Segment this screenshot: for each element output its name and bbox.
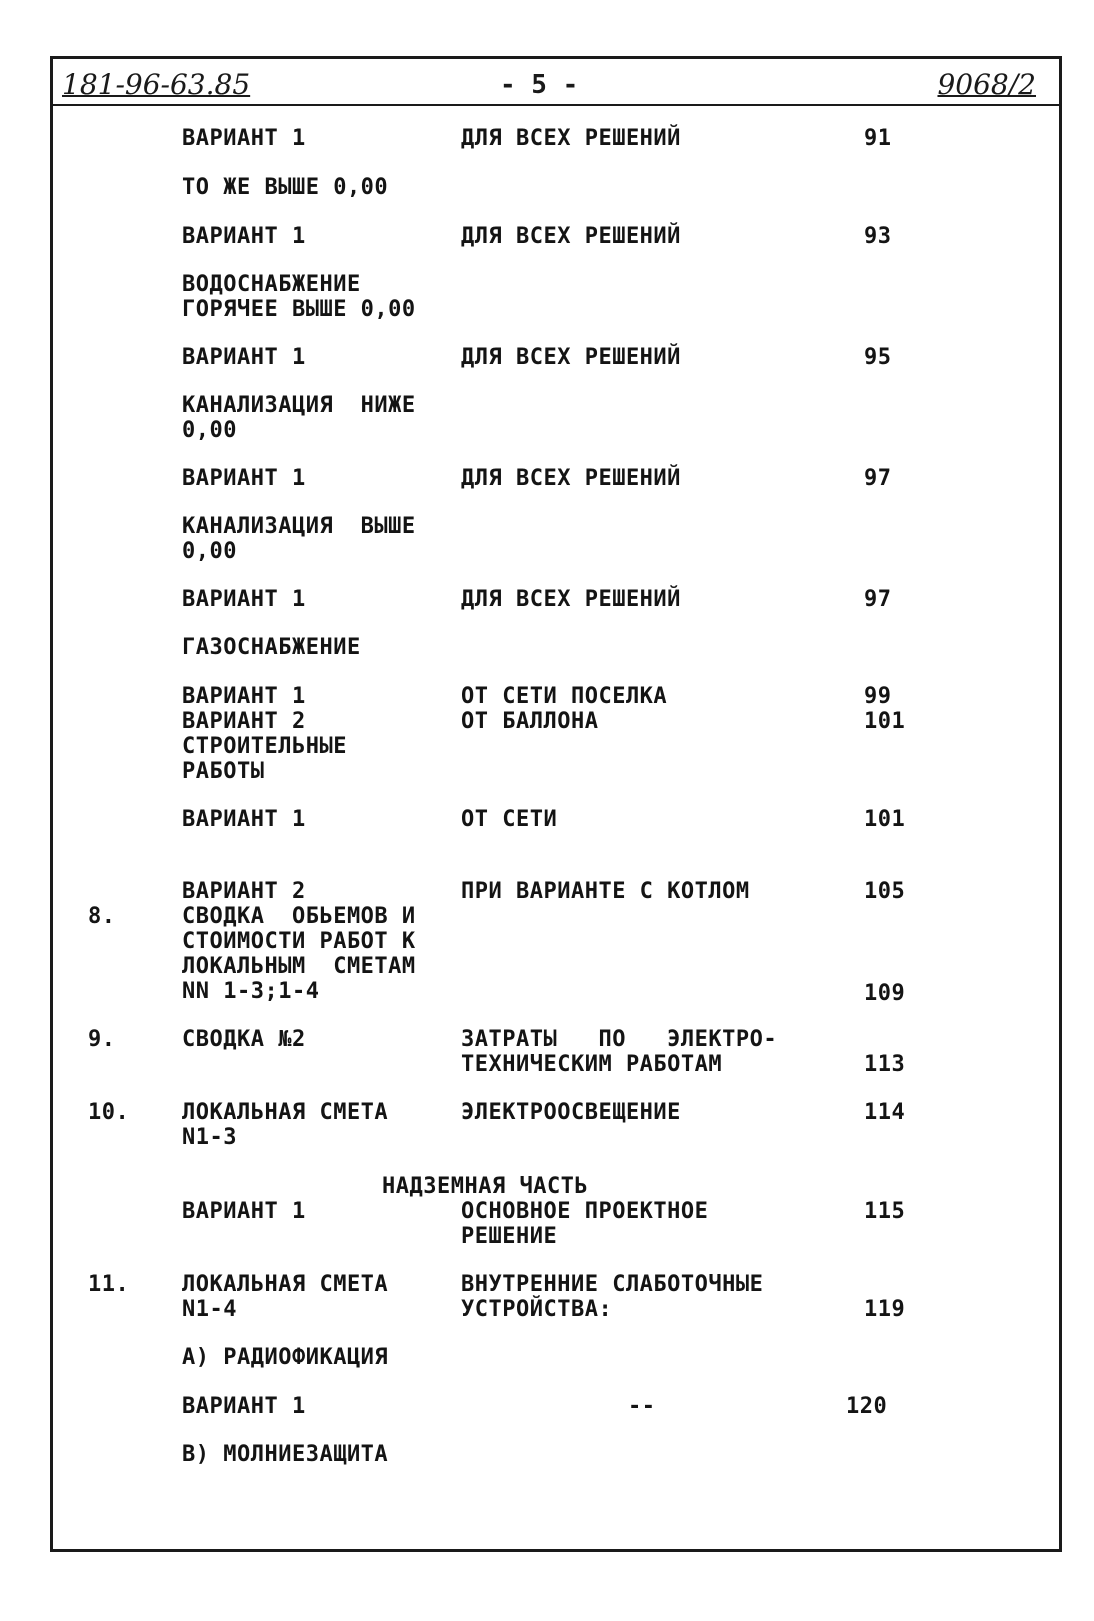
document-code-left: 181-96-63.85 <box>62 68 251 101</box>
item-title: СВОДКА №2 <box>182 1027 306 1052</box>
variant-desc: ДЛЯ ВСЕХ РЕШЕНИЙ <box>461 126 681 151</box>
variant-desc: ДЛЯ ВСЕХ РЕШЕНИЙ <box>461 224 681 249</box>
page-ref: 109 <box>864 981 906 1006</box>
variant-label: ВАРИАНТ 1 <box>182 1394 306 1419</box>
section-heading: ГОРЯЧЕЕ ВЫШЕ 0,00 <box>182 297 416 322</box>
section-heading: КАНАЛИЗАЦИЯ НИЖЕ <box>182 393 416 418</box>
page-ref: 97 <box>864 466 892 491</box>
item-title: N1-3 <box>182 1125 237 1150</box>
page-ref: 95 <box>864 345 892 370</box>
page-ref: 91 <box>864 126 892 151</box>
document-code-right: 9068/2 <box>937 68 1036 101</box>
header-divider <box>50 104 1062 106</box>
section-heading: ВОДОСНАБЖЕНИЕ <box>182 272 361 297</box>
variant-desc: ОТ СЕТИ ПОСЕЛКА <box>461 684 668 709</box>
variant-label: ВАРИАНТ 1 <box>182 345 306 370</box>
page-ref: 93 <box>864 224 892 249</box>
item-title: СВОДКА ОБЬЕМОВ И <box>182 904 416 929</box>
variant-desc: ДЛЯ ВСЕХ РЕШЕНИЙ <box>461 587 681 612</box>
variant-label: ВАРИАНТ 1 <box>182 1199 306 1224</box>
variant-label: ВАРИАНТ 1 <box>182 587 306 612</box>
page-ref: 97 <box>864 587 892 612</box>
variant-desc: РЕШЕНИЕ <box>461 1224 558 1249</box>
variant-desc: ДЛЯ ВСЕХ РЕШЕНИЙ <box>461 345 681 370</box>
section-heading: НАДЗЕМНАЯ ЧАСТЬ <box>382 1174 589 1199</box>
variant-desc: ОТ СЕТИ <box>461 807 558 832</box>
variant-desc: ОСНОВНОЕ ПРОЕКТНОЕ <box>461 1199 709 1224</box>
item-desc: ЭЛЕКТРООСВЕЩЕНИЕ <box>461 1100 681 1125</box>
variant-label: ВАРИАНТ 1 <box>182 224 306 249</box>
section-heading: РАБОТЫ <box>182 759 265 784</box>
section-heading: А) РАДИОФИКАЦИЯ <box>182 1345 389 1370</box>
variant-label: ВАРИАНТ 1 <box>182 466 306 491</box>
variant-desc: ОТ БАЛЛОНА <box>461 709 599 734</box>
item-title: NN 1-3;1-4 <box>182 979 320 1004</box>
page-ref: 113 <box>864 1052 906 1077</box>
item-desc: ТЕХНИЧЕСКИМ РАБОТАМ <box>461 1052 723 1077</box>
variant-desc: ПРИ ВАРИАНТЕ С КОТЛОМ <box>461 879 750 904</box>
page-ref: 114 <box>864 1100 906 1125</box>
page-ref: 101 <box>864 807 906 832</box>
page-ref: 119 <box>864 1297 906 1322</box>
section-heading: 0,00 <box>182 539 237 564</box>
item-title: N1-4 <box>182 1297 237 1322</box>
section-heading: В) МОЛНИЕЗАЩИТА <box>182 1442 389 1467</box>
page-ref: 120 <box>846 1394 888 1419</box>
item-number: 8. <box>88 904 116 929</box>
page-ref: 105 <box>864 879 906 904</box>
variant-desc: -- <box>628 1394 656 1419</box>
item-title: ЛОКАЛЬНЫМ СМЕТАМ <box>182 954 416 979</box>
variant-desc: ДЛЯ ВСЕХ РЕШЕНИЙ <box>461 466 681 491</box>
section-heading: СТРОИТЕЛЬНЫЕ <box>182 734 347 759</box>
variant-label: ВАРИАНТ 1 <box>182 684 306 709</box>
page-ref: 99 <box>864 684 892 709</box>
variant-label: ВАРИАНТ 1 <box>182 126 306 151</box>
section-heading: ГАЗОСНАБЖЕНИЕ <box>182 635 361 660</box>
item-title: СТОИМОСТИ РАБОТ К <box>182 929 416 954</box>
item-desc: ЗАТРАТЫ ПО ЭЛЕКТРО- <box>461 1027 778 1052</box>
item-desc: ВНУТРЕННИЕ СЛАБОТОЧНЫЕ <box>461 1272 764 1297</box>
variant-label: ВАРИАНТ 2 <box>182 879 306 904</box>
item-title: ЛОКАЛЬНАЯ СМЕТА <box>182 1272 389 1297</box>
item-number: 11. <box>88 1272 130 1297</box>
item-number: 10. <box>88 1100 130 1125</box>
section-heading: КАНАЛИЗАЦИЯ ВЫШЕ <box>182 514 416 539</box>
section-heading: 0,00 <box>182 418 237 443</box>
page-number: - 5 - <box>500 70 579 100</box>
item-desc: УСТРОЙСТВА: <box>461 1297 613 1322</box>
variant-label: ВАРИАНТ 2 <box>182 709 306 734</box>
page-ref: 101 <box>864 709 906 734</box>
page-ref: 115 <box>864 1199 906 1224</box>
item-title: ЛОКАЛЬНАЯ СМЕТА <box>182 1100 389 1125</box>
item-number: 9. <box>88 1027 116 1052</box>
variant-label: ВАРИАНТ 1 <box>182 807 306 832</box>
section-heading: ТО ЖЕ ВЫШЕ 0,00 <box>182 175 389 200</box>
